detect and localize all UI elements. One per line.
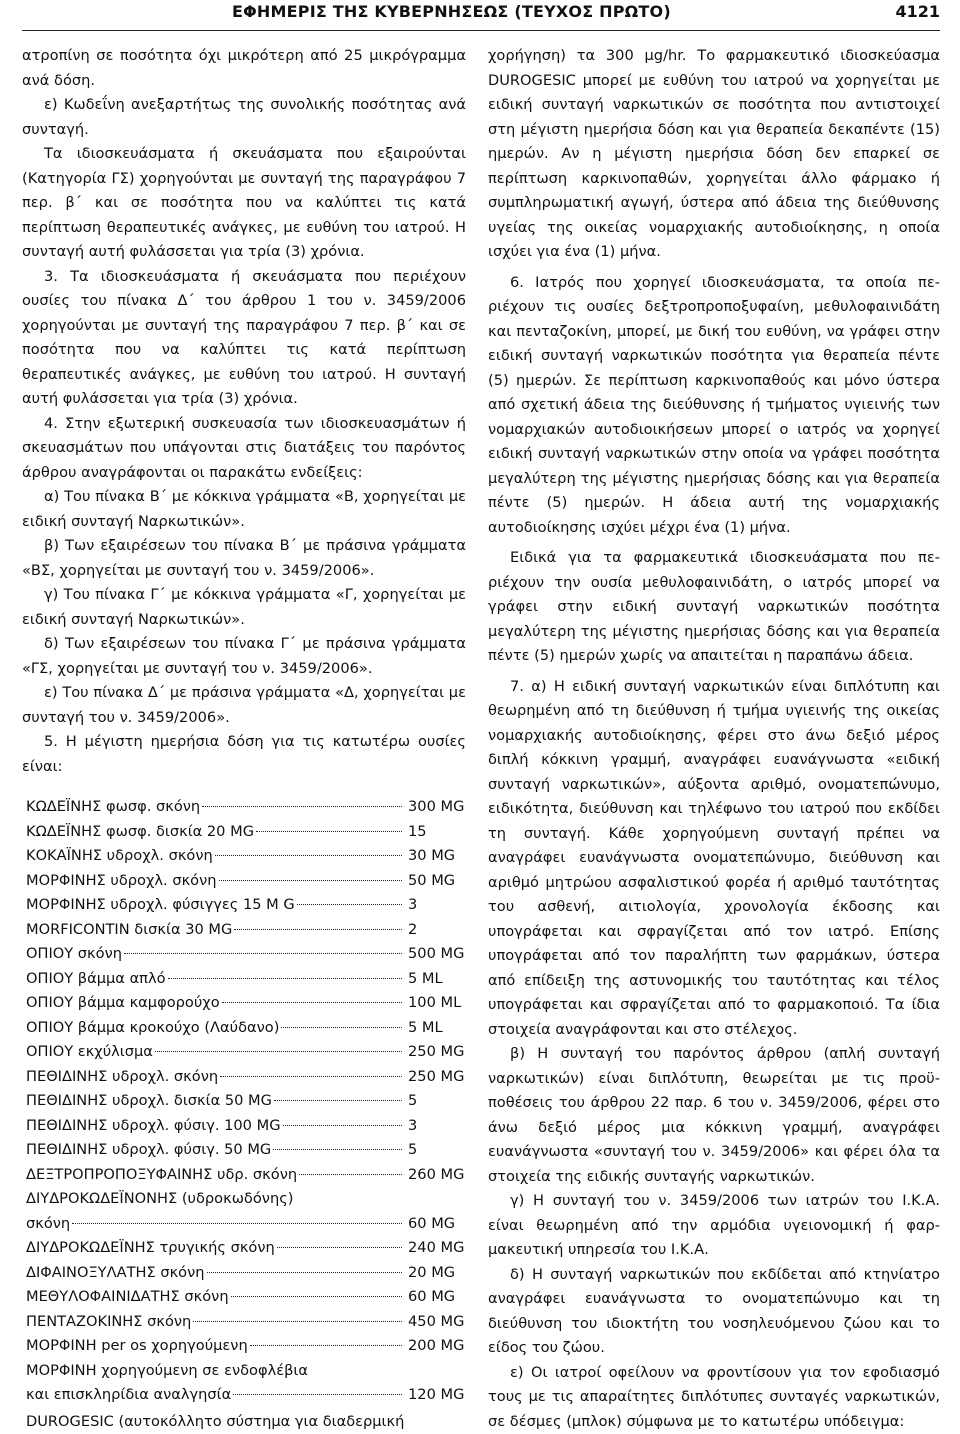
paragraph: 7. α) Η ειδική συνταγή ναρκωτικών είναι διπλότυπη και θεωρημένη από τη διεύθυνση ή τμήμα υγιεινής της οικείας νομαρχιακής αυτοδιοίκησης, φέρει στο άνω δεξιό μέρος διπλή κόκκινη γραμμή, αναγράφει ευανάγνωστα «ειδική συνταγή ναρκωτικών», αύξοντα αριθμό, ονοματεπώνυμο, ειδικότητα, διεύθυνση και τηλέφωνο του ιατρού που εκδίδει τη συνταγή. Κάθε χορηγούμενη συνταγή πρέπει να αναγράφει ευανάγνωστα ονοματεπώνυμο, διεύθυνση και αριθμό μητρώου ασφαλιστικού φορέα ή αριθμό ταυτότητας του ασθενή, αιτιολογία, χρονολογία έκδοσης και υπογράφεται και σφραγίζεται από τον ιατρό. Επίσης υπογράφεται από τον παραλήπτη των φαρμάκων, ύστερα από επίδειξη της αστυνομικής του ταυτότητας και τέλος υπογράφεται και σφραγίζεται από το φαρμακοποιό. Τα ίδια στοιχεία αναγράφονται και στο στέλεχος. [488, 675, 940, 1043]
paragraph: ε) Οι ιατροί οφείλουν να φροντίσουν για τον εφοδιασμό τους με τις απαραίτητες διπλότυπες συνταγές ναρκωτικών, σε δέσμες (μπλοκ) σύμφωνα με το κατωτέρω υπόδειγμα: [488, 1361, 940, 1434]
dose-row [22, 967, 466, 992]
substance-name: ΠΕΘΙΔΙΝΗΣ υδροχλ. σκόνη [26, 1065, 218, 1090]
dose-row [22, 820, 466, 845]
leader-dots [202, 806, 402, 807]
paragraph: γ) Του πίνακα Γ΄ με κόκκινα γράμματα «Γ, χορηγείται με ειδική συνταγή Ναρκωτικών». [22, 583, 466, 632]
paragraph: δ) Των εξαιρέσεων του πίνακα Γ΄ με πράσινα γράμματα «ΓΣ, χορηγείται με συνταγή του ν. 3459/2006». [22, 632, 466, 681]
dose-value: 5 [404, 1089, 466, 1114]
page-header [22, 0, 940, 31]
paragraph: 5. Η μέγιστη ημερήσια δόση για τις κατωτέρω ουσίες είναι: [22, 730, 466, 779]
paragraph: β) Η συνταγή του παρόντος άρθρου (απλή συνταγή ναρκωτικών) είναι διπλότυπη, θεωρείται με τις προϋποθέσεις του άρθρου 22 παρ. 6 του ν. 3459/2006, φέρει στο άνω δεξιό μέρος μια κόκκινη γραμμή, αναγράφει ευανάγνωστα «συνταγή του ν. 3459/2006» και φέρει όλα τα στοιχεία της ειδικής συνταγής ναρκωτικών. [488, 1042, 940, 1189]
substance-name: ΜΟΡΦΙΝΗΣ υδροχλ. φύσιγγες 15 M G [26, 893, 295, 918]
dose-row [22, 1310, 466, 1335]
leader-dots [215, 855, 402, 856]
substance-name: ΜΟΡΦΙΝΗΣ υδροχλ. σκόνη [26, 869, 217, 894]
dose-row [22, 1261, 466, 1286]
left-column [22, 44, 466, 1434]
dose-row [22, 1236, 466, 1261]
leader-dots [283, 1125, 403, 1126]
paragraph: 4. Στην εξωτερική συσκευασία των ιδιοσκευασμάτων ή σκευασμάτων που υπάγονται στις διατάξεις του παρόντος άρθρου αναγράφονται οι παρακάτω ενδείξεις: [22, 412, 466, 486]
right-column [488, 44, 940, 1434]
leader-dots [222, 1002, 402, 1003]
substance-name: ΟΠΙΟΥ εκχύλισμα [26, 1040, 153, 1065]
dose-row [22, 1212, 466, 1237]
leader-dots [219, 880, 402, 881]
dose-row [22, 795, 466, 820]
leader-dots [277, 1247, 402, 1248]
leader-dots [193, 1321, 402, 1322]
dose-value: 200 MG [404, 1334, 466, 1359]
dose-row [22, 918, 466, 943]
max-daily-dose-list [22, 795, 466, 1408]
dose-value: 5 ML [404, 1016, 466, 1041]
leader-dots [231, 1296, 402, 1297]
substance-name: ΔΙΥΔΡΟΚΩΔΕΪΝΗΣ τρυγικής σκόνη [26, 1236, 275, 1261]
substance-name: ΚΩΔΕΪΝΗΣ φωσφ. δισκία 20 MG [26, 820, 254, 845]
dose-value: 100 ML [404, 991, 466, 1016]
right-paragraphs [488, 44, 940, 1434]
substance-name: ΟΠΙΟΥ σκόνη [26, 942, 122, 967]
dose-value: 5 [404, 1138, 466, 1163]
leader-dots [220, 1076, 402, 1077]
dose-row [22, 1016, 466, 1041]
dose-row [22, 869, 466, 894]
dose-value: 3 [404, 893, 466, 918]
paragraph: ατροπίνη σε ποσότητα όχι μικρότερη από 25 μικρόγραμμα ανά δόση. [22, 44, 466, 93]
dose-value: 30 MG [404, 844, 466, 869]
paragraph: α) Του πίνακα Β΄ με κόκκινα γράμματα «Β, χορηγείται με ειδική συνταγή Ναρκωτικών». [22, 485, 466, 534]
substance-name: σκόνη [26, 1212, 70, 1237]
dose-row [22, 1065, 466, 1090]
dose-value: 50 MG [404, 869, 466, 894]
dose-value: 450 MG [404, 1310, 466, 1335]
leader-dots [273, 1149, 402, 1150]
paragraph: Τα ιδιοσκευάσματα ή σκευάσματα που εξαιρούνται (Κατηγορία ΓΣ) χορηγούνται με συνταγή της παραγράφου 7 περ. β΄ και σε ποσότητα που να καλύπτει τις κατά περίπτωση θεραπευτικές ανάγκες, με ευθύνη του ιατρού. Η συνταγή αυτή φυλάσσεται για τρία (3) χρόνια. [22, 142, 466, 265]
dose-value: 5 ML [404, 967, 466, 992]
dose-value: 300 MG [404, 795, 466, 820]
leader-dots [233, 1394, 402, 1395]
dose-row [22, 844, 466, 869]
substance-name: ΟΠΙΟΥ βάμμα κροκούχο (Λαύδανο) [26, 1016, 279, 1041]
substance-name: MORFICONTIN δισκία 30 MG [26, 918, 232, 943]
substance-name: ΜΟΡΦΙΝΗ per os χορηγούμενη [26, 1334, 248, 1359]
leader-dots [256, 831, 402, 832]
leader-dots [168, 978, 402, 979]
paragraph: Ειδικά για τα φαρμακευτικά ιδιοσκευάσματα που περιέχουν την ουσία μεθυλοφαινιδάτη, ο ιατρός μπορεί να γράφει στην ειδική συνταγή ναρκωτικών ποσότητα μεγαλύτερη της μέγιστης ημερήσιας δόσης και για θεραπεία πέντε (5) ημερών χωρίς να απαιτείται η παραπάνω άδεια. [488, 546, 940, 669]
dose-value: 20 MG [404, 1261, 466, 1286]
dose-row [22, 1114, 466, 1139]
dose-value: 3 [404, 1114, 466, 1139]
paragraph: ε) Του πίνακα Δ΄ με πράσινα γράμματα «Δ, χορηγείται με συνταγή του ν. 3459/2006». [22, 681, 466, 730]
dose-row [22, 1040, 466, 1065]
substance-name: ΚΩΔΕΪΝΗΣ φωσφ. σκόνη [26, 795, 200, 820]
dose-row [22, 942, 466, 967]
substance-name: ΜΕΘΥΛΟΦΑΙΝΙΔΑΤΗΣ σκόνη [26, 1285, 229, 1310]
dose-value: 240 MG [404, 1236, 466, 1261]
dose-value: 260 MG [404, 1163, 466, 1188]
paragraph: χορήγηση) τα 300 μg/hr. Το φαρμακευτικό ιδιοσκεύασμα DUROGESIC μπορεί με ευθύνη του ιατρού να χορηγείται με ειδική συνταγή ναρκωτικών σε ποσότητα που αντιστοιχεί στη μέγιστη ημερήσια δόση και για θεραπεία δεκαπέντε (15) ημερών. Αν η μέγιστη ημερήσια δόση δεν επαρκεί σε περίπτωση καρκινοπαθών, χορηγείται άλλο φάρμακο ή συμπληρωματική αγωγή, ύστερα από άδεια της διεύθυνσης υγείας της οικείας νομαρχιακής αυτοδιοίκησης, η οποία ισχύει για ένα (1) μήνα. [488, 44, 940, 265]
substance-name: ΠΕΘΙΔΙΝΗΣ υδροχλ. φύσιγ. 100 MG [26, 1114, 281, 1139]
paragraph: δ) Η συνταγή ναρκωτικών που εκδίδεται από κτηνίατρο αναγράφει ευανάγνωστα το ονοματεπώνυμο και τη διεύθυνση του ιδιοκτήτη του νοσηλευόμενου ζώου και το είδος του ζώου. [488, 1263, 940, 1361]
dose-row [22, 1285, 466, 1310]
dose-value: 60 MG [404, 1285, 466, 1310]
paragraph: 3. Τα ιδιοσκευάσματα ή σκευάσματα που περιέχουν ουσίες του πίνακα Δ΄ του άρθρου 1 του ν. 3459/2006 χορηγούνται με συνταγή της παραγράφου 7 περ. β΄ και σε ποσότητα που να καλύπτει τις κατά περίπτωση θεραπευτικές ανάγκες, με ευθύνη του ιατρού. Η συνταγή αυτή φυλάσσεται για τρία (3) χρόνια. [22, 265, 466, 412]
dose-row [22, 1383, 466, 1408]
substance-name: ΟΠΙΟΥ βάμμα απλό [26, 967, 166, 992]
dose-value: 60 MG [404, 1212, 466, 1237]
substance-name: ΠΕΘΙΔΙΝΗΣ υδροχλ. δισκία 50 MG [26, 1089, 272, 1114]
substance-name: ΚΟΚΑΪΝΗΣ υδροχλ. σκόνη [26, 844, 213, 869]
paragraph: β) Των εξαιρέσεων του πίνακα Β΄ με πράσινα γράμματα «ΒΣ, χορηγείται με συνταγή του ν. 3459/2006». [22, 534, 466, 583]
leader-dots [281, 1027, 402, 1028]
substance-name: ΟΠΙΟΥ βάμμα καμφορούχο [26, 991, 220, 1016]
substance-name: ΔΙΦΑΙΝΟΞΥΛΑΤΗΣ σκόνη [26, 1261, 205, 1286]
leader-dots [207, 1272, 403, 1273]
dose-value: 250 MG [404, 1040, 466, 1065]
leader-dots [234, 929, 402, 930]
substance-name: ΠΕΘΙΔΙΝΗΣ υδροχλ. φύσιγ. 50 MG [26, 1138, 271, 1163]
leader-dots [250, 1345, 402, 1346]
dose-row [22, 893, 466, 918]
dose-value: 250 MG [404, 1065, 466, 1090]
leader-dots [274, 1100, 402, 1101]
dose-row [22, 991, 466, 1016]
dose-row [22, 1138, 466, 1163]
left-paragraphs [22, 44, 466, 779]
page-number: 4121 [895, 2, 940, 21]
leader-dots [299, 1174, 402, 1175]
paragraph: 6. Ιατρός που χορηγεί ιδιοσκευάσματα, τα οποία περιέχουν τις ουσίες δεξτροπροποξυφαίνη, μεθυλοφαινιδάτη και πενταζοκίνη, μπορεί, με δική του ευθύνη, να γράφει στην ειδική συνταγή ναρκωτικών ποσότητα για θεραπεία πέντε (5) ημερών. Σε περίπτωση καρκινοπαθούς και μόνο ύστερα από σχετική άδεια της διεύθυνσης ή τμήματος υγιεινής των νομαρχιακών αυτοδιοικήσεων μπορεί ο ιατρός να χορηγεί ειδική συνταγή ναρκωτικών στην οποία να γράφει ποσότητα μεγαλύτερη της μέγιστης ημερήσιας δόσης και για θεραπεία πέντε (5) ημερών. Η άδεια αυτή της νομαρχιακής αυτοδιοίκησης ισχύει μέχρι ένα (1) μήνα. [488, 271, 940, 541]
dose-value: 120 MG [404, 1383, 466, 1408]
dose-value: 15 [404, 820, 466, 845]
leader-dots [297, 904, 402, 905]
gazette-title: ΕΦΗΜΕΡΙΣ ΤΗΣ ΚΥΒΕΡΝΗΣΕΩΣ (ΤΕΥΧΟΣ ΠΡΩΤΟ) [232, 2, 671, 21]
leader-dots [72, 1223, 402, 1224]
substance-name: και επισκληρίδια αναλγησία [26, 1383, 231, 1408]
substance-name: ΠΕΝΤΑΖΟΚΙΝΗΣ σκόνη [26, 1310, 191, 1335]
dose-row [22, 1089, 466, 1114]
paragraph: γ) Η συνταγή του ν. 3459/2006 των ιατρών του Ι.Κ.Α. είναι θεωρημένη από την αρμόδια υγειονομική ή φαρμακευτική υπηρεσία του Ι.Κ.Α. [488, 1189, 940, 1263]
dose-value: 500 MG [404, 942, 466, 967]
dose-row [22, 1163, 466, 1188]
dose-row [22, 1334, 466, 1359]
durogesic-line: DUROGESIC (αυτοκόλλητο σύστημα για διαδερμική [22, 1410, 466, 1434]
leader-dots [155, 1051, 402, 1052]
dose-name-line: ΜΟΡΦΙΝΗ χορηγούμενη σε ενδοφλέβια [22, 1359, 466, 1384]
dose-value: 2 [404, 918, 466, 943]
dose-name-line: ΔΙΥΔΡΟΚΩΔΕΪΝΟΝΗΣ (υδροκωδόνης) [22, 1187, 466, 1212]
substance-name: ΔΕΞΤΡΟΠΡΟΠΟΞΥΦΑΙΝΗΣ υδρ. σκόνη [26, 1163, 297, 1188]
leader-dots [124, 953, 402, 954]
paragraph: ε) Κωδεΐνη ανεξαρτήτως της συνολικής ποσότητας ανά συνταγή. [22, 93, 466, 142]
